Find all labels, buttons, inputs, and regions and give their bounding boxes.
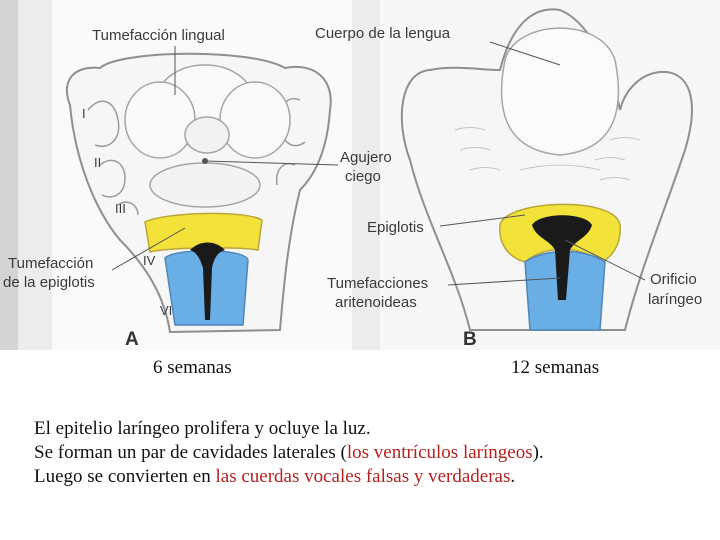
- label-orificio-1: Orificio: [650, 271, 697, 288]
- arch-label-VI: VI: [160, 303, 173, 318]
- label-ciego: ciego: [345, 168, 381, 185]
- label-epiglotis: Epiglotis: [367, 219, 424, 236]
- lingual-swelling-right: [220, 82, 290, 158]
- highlight-ventriculos: los ventrículos laríngeos: [346, 442, 533, 463]
- caption-6-weeks: 6 semanas: [153, 357, 232, 378]
- label-tumefacciones-1: Tumefacciones: [327, 275, 429, 292]
- caption-12-weeks: 12 semanas: [511, 357, 600, 378]
- arch-label-I: I: [82, 106, 86, 121]
- arch-label-III: III: [115, 201, 126, 216]
- label-tumefacciones-2: aritenoideas: [335, 294, 417, 311]
- text-line-3: [34, 465, 544, 489]
- label-tumefaccion-epiglotis-1: Tumefacción: [8, 255, 94, 272]
- panel-label-a: A: [125, 329, 139, 350]
- tuberculum-impar: [185, 117, 229, 153]
- label-tumefaccion-lingual: Tumefacción lingual: [92, 27, 225, 44]
- lingual-swelling-left: [125, 82, 195, 158]
- text-line-1: El epitelio laríngeo prolifera y ocluye la luz.: [34, 418, 371, 439]
- panel-label-b: B: [463, 329, 477, 350]
- label-cuerpo-lengua: Cuerpo de la lengua: [315, 25, 451, 42]
- text-line-2-post: ).: [532, 442, 544, 463]
- text-line-2: [34, 441, 544, 465]
- text-line-3-post: .: [510, 466, 516, 487]
- text-line-2-pre: Se forman un par de cavidades laterales (: [34, 442, 347, 463]
- copula: [150, 163, 260, 207]
- arch-label-IV: IV: [143, 253, 156, 268]
- tongue-body-b: [502, 28, 619, 155]
- figure-left-edge: [0, 0, 18, 350]
- label-tumefaccion-epiglotis-2: de la epiglotis: [3, 274, 95, 291]
- text-line-3-pre: Luego se convierten en: [34, 466, 216, 487]
- description-text: [34, 417, 544, 489]
- label-orificio-2: laríngeo: [648, 291, 703, 308]
- arch-label-II: II: [94, 155, 102, 170]
- label-agujero: Agujero: [340, 149, 392, 166]
- highlight-cuerdas: las cuerdas vocales falsas y verdaderas: [215, 466, 511, 487]
